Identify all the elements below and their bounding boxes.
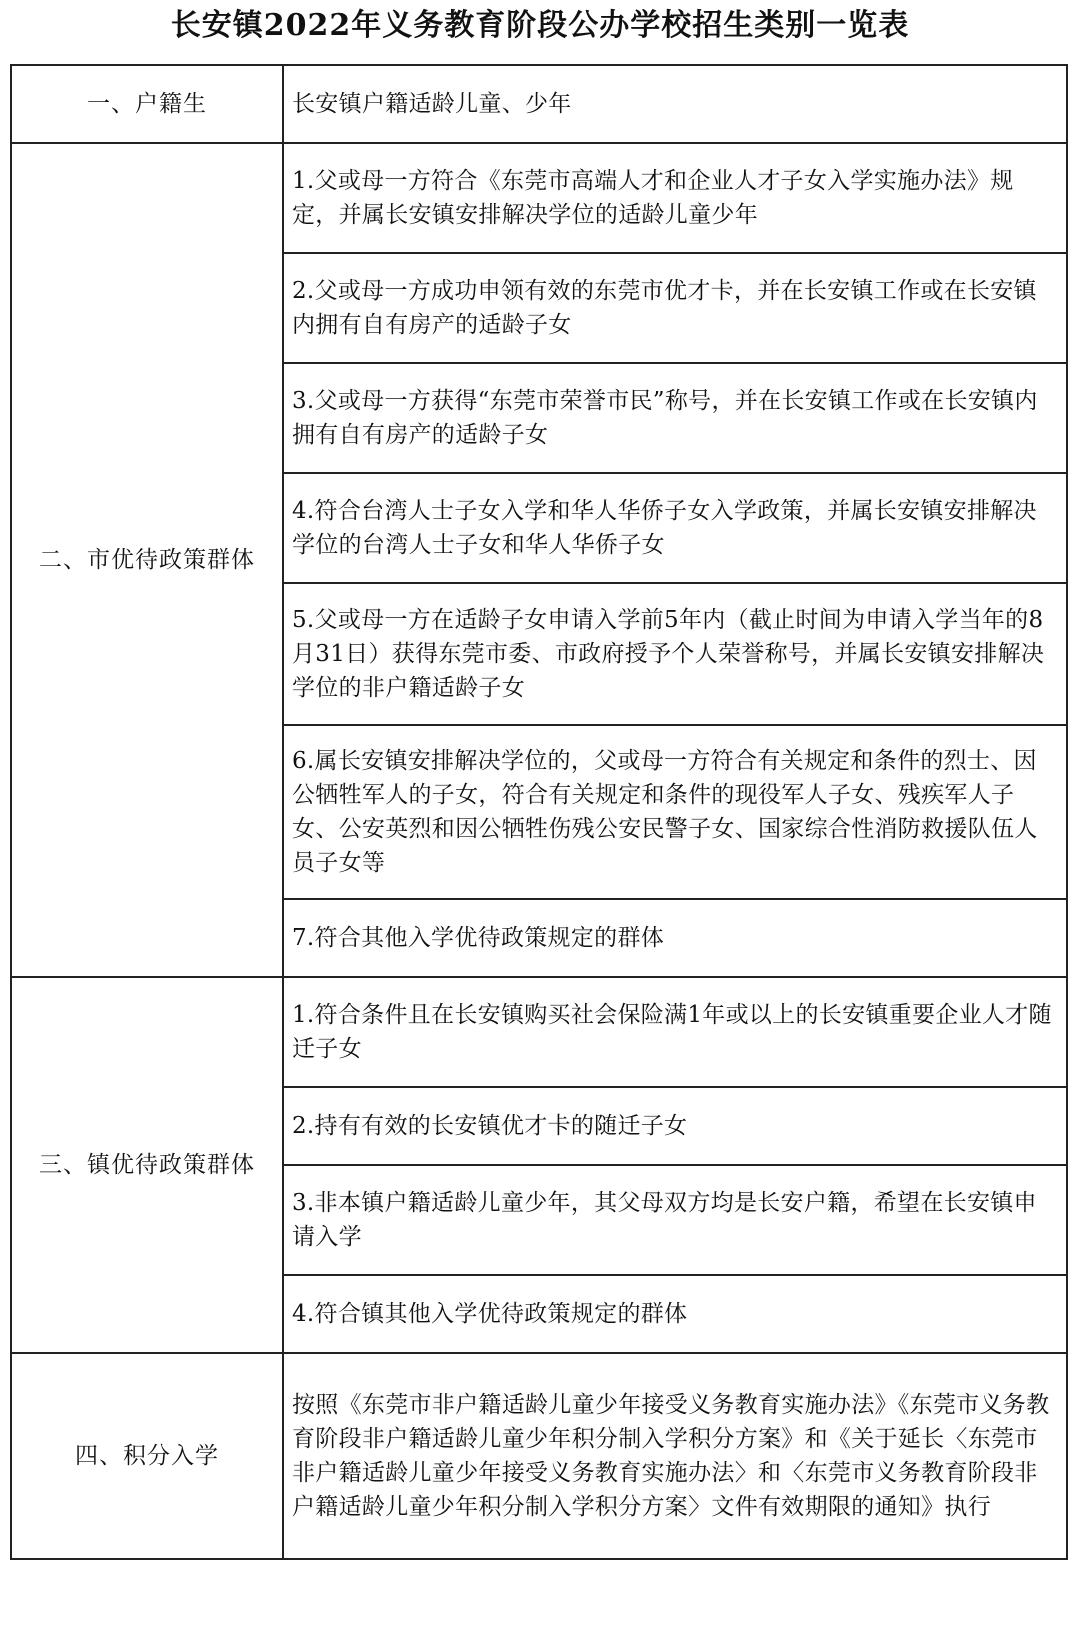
category-item: 6.属长安镇安排解决学位的，父或母一方符合有关规定和条件的烈士、因公牺牲军人的子女，符合有关规定和条件的现役军人子女、残疾军人子女、公安英烈和因公牺牲伤残公安民警子女、国家综合性消防救援队伍人员子女等 [283,725,1067,899]
category-item: 1.父或母一方符合《东莞市高端人才和企业人才子女入学实施办法》规定，并属长安镇安排解决学位的适龄儿童少年 [283,143,1067,253]
category-item: 7.符合其他入学优待政策规定的群体 [283,899,1067,977]
category-item: 3.父或母一方获得“东莞市荣誉市民”称号，并在长安镇工作或在长安镇内拥有自有房产的适龄子女 [283,363,1067,473]
category-item: 4.符合镇其他入学优待政策规定的群体 [283,1275,1067,1353]
category-item: 长安镇户籍适龄儿童、少年 [283,65,1067,143]
table-row [11,65,1067,143]
category-label: 一、户籍生 [11,65,283,143]
category-item: 2.父或母一方成功申领有效的东莞市优才卡，并在长安镇工作或在长安镇内拥有自有房产的适龄子女 [283,253,1067,363]
category-item: 5.父或母一方在适龄子女申请入学前5年内（截止时间为申请入学当年的8月31日）获得东莞市委、市政府授予个人荣誉称号，并属长安镇安排解决学位的非户籍适龄子女 [283,583,1067,725]
category-label: 三、镇优待政策群体 [11,977,283,1353]
document-title: 长安镇2022年义务教育阶段公办学校招生类别一览表 [170,8,910,43]
category-item: 4.符合台湾人士子女入学和华人华侨子女入学政策，并属长安镇安排解决学位的台湾人士子女和华人华侨子女 [283,473,1067,583]
category-item: 按照《东莞市非户籍适龄儿童少年接受义务教育实施办法》《东莞市义务教育阶段非户籍适龄儿童少年积分制入学积分方案》和《关于延长〈东莞市非户籍适龄儿童少年接受义务教育实施办法〉和〈东莞市义务教育阶段非户籍适龄儿童少年积分制入学积分方案〉文件有效期限的通知》执行 [283,1353,1067,1559]
table-row [11,977,1067,1087]
category-item: 1.符合条件且在长安镇购买社会保险满1年或以上的长安镇重要企业人才随迁子女 [283,977,1067,1087]
category-item: 2.持有有效的长安镇优才卡的随迁子女 [283,1087,1067,1165]
table-row [11,143,1067,253]
enrollment-category-table [10,64,1068,1560]
table-row [11,1353,1067,1559]
category-label: 四、积分入学 [11,1353,283,1559]
category-label: 二、市优待政策群体 [11,143,283,977]
category-item: 3.非本镇户籍适龄儿童少年，其父母双方均是长安户籍，希望在长安镇申请入学 [283,1165,1067,1275]
